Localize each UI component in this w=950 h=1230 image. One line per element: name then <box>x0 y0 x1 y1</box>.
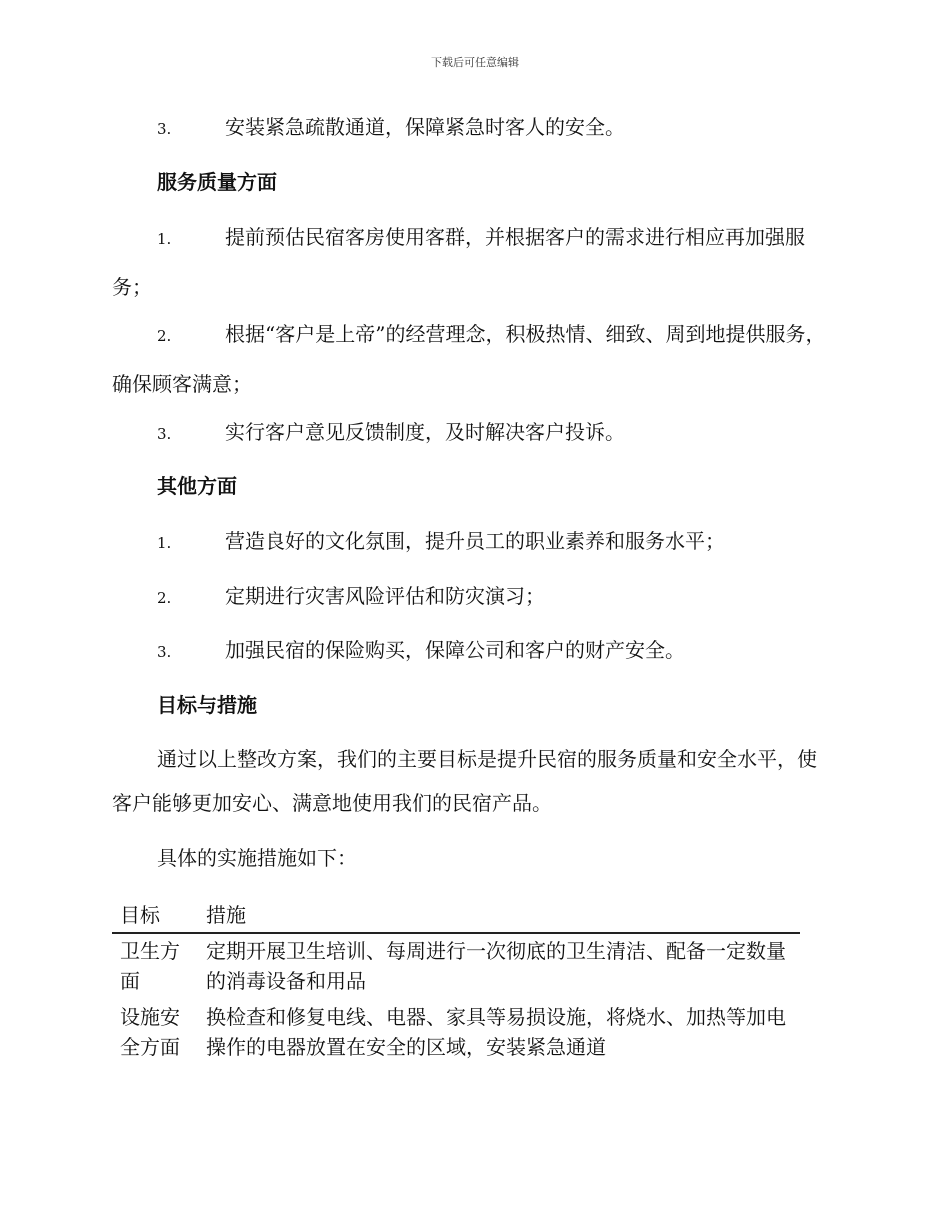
service-item-1 <box>112 213 837 311</box>
list-item-text: 根据“客户是上帝”的经营理念，积极热情、细致、周到地提供服务，确保顾客满意； <box>112 322 826 396</box>
table-row <box>112 933 800 1000</box>
safety-item-3 <box>157 113 625 143</box>
table-header-goal: 目标 <box>112 898 198 933</box>
list-item-text: 安装紧急疏散通道，保障紧急时客人的安全。 <box>225 115 625 139</box>
section-heading-service: 服务质量方面 <box>157 170 277 194</box>
list-number: 2. <box>157 327 172 345</box>
table-cell-goal: 卫生方面 <box>120 939 180 993</box>
table-cell-measure: 定期开展卫生培训、每周进行一次彻底的卫生清洁、配备一定数量的消毒设备和用品 <box>206 939 786 993</box>
list-item-text: 加强民宿的保险购买，保障公司和客户的财产安全。 <box>225 638 685 662</box>
goals-paragraph: 通过以上整改方案，我们的主要目标是提升民宿的服务质量和安全水平，使客户能够更加安心、满意地使用我们的民宿产品。 <box>112 747 817 815</box>
other-item-3 <box>157 636 685 666</box>
list-number: 1. <box>157 534 172 552</box>
table-header-row <box>112 898 800 933</box>
section-heading-other: 其他方面 <box>157 474 237 498</box>
page-header-note: 下载后可任意编辑 <box>431 56 519 69</box>
list-number: 1. <box>157 230 172 248</box>
service-item-3 <box>157 418 625 448</box>
list-item-text: 提前预估民宿客房使用客群，并根据客户的需求进行相应再加强服务； <box>112 225 805 299</box>
measures-intro: 具体的实施措施如下： <box>157 846 357 870</box>
list-item-text: 营造良好的文化氛围，提升员工的职业素养和服务水平； <box>225 529 725 553</box>
table-header-measure: 措施 <box>198 898 800 933</box>
list-item-text: 定期进行灾害风险评估和防灾演习； <box>225 584 545 608</box>
list-number: 2. <box>157 589 172 607</box>
service-item-2 <box>112 310 837 408</box>
list-number: 3. <box>157 643 172 661</box>
table-cell-measure: 换检查和修复电线、电器、家具等易损设施，将烧水、加热等加电操作的电器放置在安全的区域，安装紧急通道 <box>206 1005 786 1059</box>
other-item-1 <box>157 527 725 557</box>
other-item-2 <box>157 582 545 612</box>
table-row <box>112 1000 800 1066</box>
section-heading-goals: 目标与措施 <box>157 693 257 717</box>
measures-table <box>112 898 800 1066</box>
list-number: 3. <box>157 120 172 138</box>
list-number: 3. <box>157 425 172 443</box>
table-cell-goal: 设施安全方面 <box>120 1005 180 1059</box>
list-item-text: 实行客户意见反馈制度，及时解决客户投诉。 <box>225 420 625 444</box>
